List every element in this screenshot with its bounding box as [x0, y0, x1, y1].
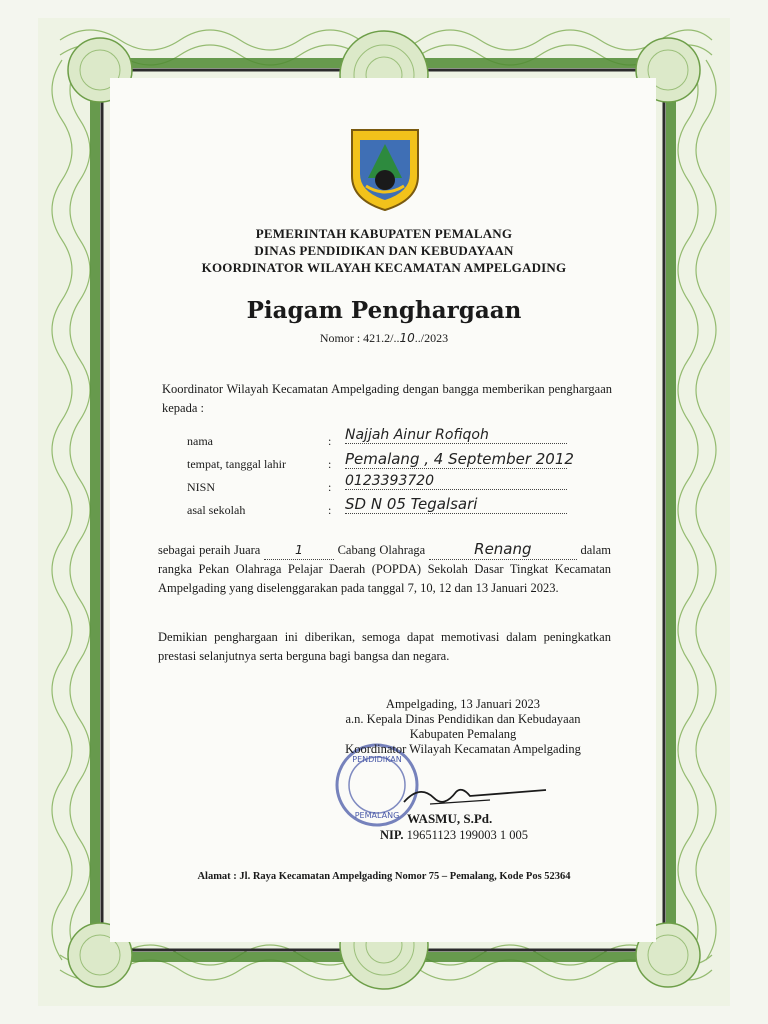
- signature-block: [318, 697, 608, 757]
- field-value-nisn: 0123393720: [345, 473, 567, 490]
- closing-text: Demikian penghargaan ini diberikan, semoga dapat memotivasi dalam peningkatkan prestasi selanjutnya serta berguna bagi bangsa dan negara.: [158, 630, 611, 663]
- field-value-name: Najjah Ainur Rofiqoh: [345, 427, 567, 444]
- header-line-2: DINAS PENDIDIKAN DAN KEBUDAYAAN: [254, 243, 514, 258]
- certificate-number: [0, 331, 768, 346]
- number-prefix: Nomor : 421.2/..: [319, 331, 400, 345]
- signatory-name: WASMU, S.Pd.: [407, 811, 493, 826]
- signatory-nip: [380, 828, 528, 843]
- field-label-school: asal sekolah: [187, 503, 246, 517]
- nip-value: 19651123 199003 1 005: [406, 828, 529, 842]
- field-label-nisn: NISN: [187, 480, 216, 494]
- header-line-1: PEMERINTAH KABUPATEN PEMALANG: [255, 226, 513, 241]
- colon: :: [328, 480, 332, 494]
- colon: :: [328, 434, 332, 448]
- award-sport: Renang: [429, 540, 577, 560]
- pemalang-emblem-icon: [348, 126, 422, 212]
- stamp-bottom-text: PEMALANG: [354, 811, 400, 820]
- field-label-birth: tempat, tanggal lahir: [187, 457, 286, 471]
- award-text: [158, 540, 611, 598]
- signature-line-3: Koordinator Wilayah Kecamatan Ampelgading: [345, 742, 581, 756]
- number-suffix: ../2023: [414, 331, 449, 345]
- header-line-3: KOORDINATOR WILAYAH KECAMATAN AMPELGADING: [201, 260, 567, 275]
- colon: :: [328, 457, 332, 471]
- field-value-birth: Pemalang , 4 September 2012: [345, 450, 574, 468]
- field-value-school: SD N 05 Tegalsari: [345, 495, 567, 514]
- certificate-title: Piagam Penghargaan: [246, 297, 522, 324]
- award-prefix: sebagai peraih Juara: [158, 543, 261, 557]
- field-label-name: nama: [187, 434, 213, 448]
- signature-line-2: Kabupaten Pemalang: [409, 727, 517, 741]
- stamp-top-text: PENDIDIKAN: [352, 755, 402, 764]
- colon: :: [328, 503, 332, 517]
- signature-place-date: Ampelgading, 13 Januari 2023: [385, 697, 541, 711]
- award-middle: Cabang Olahraga: [337, 543, 426, 557]
- footer-address: Alamat : Jl. Raya Kecamatan Ampelgading Nomor 75 – Pemalang, Kode Pos 52364: [197, 871, 571, 882]
- number-month: 10: [399, 331, 415, 345]
- award-rank: 1: [264, 540, 334, 560]
- award-rest: dalam rangka Pekan Olahraga Pelajar Daerah (POPDA) Sekolah Dasar Tingkat Kecamatan Ampelgading yang diselenggarakan pada tanggal 7, 10, 12 dan 13 Januari 2023.: [158, 543, 612, 595]
- intro-text: Koordinator Wilayah Kecamatan Ampelgading dengan bangga memberikan penghargaan kepada :: [162, 382, 612, 415]
- nip-label: NIP.: [380, 828, 404, 842]
- signature-line-1: a.n. Kepala Dinas Pendidikan dan Kebudayaan: [345, 712, 581, 726]
- handwritten-signature-icon: [400, 778, 550, 814]
